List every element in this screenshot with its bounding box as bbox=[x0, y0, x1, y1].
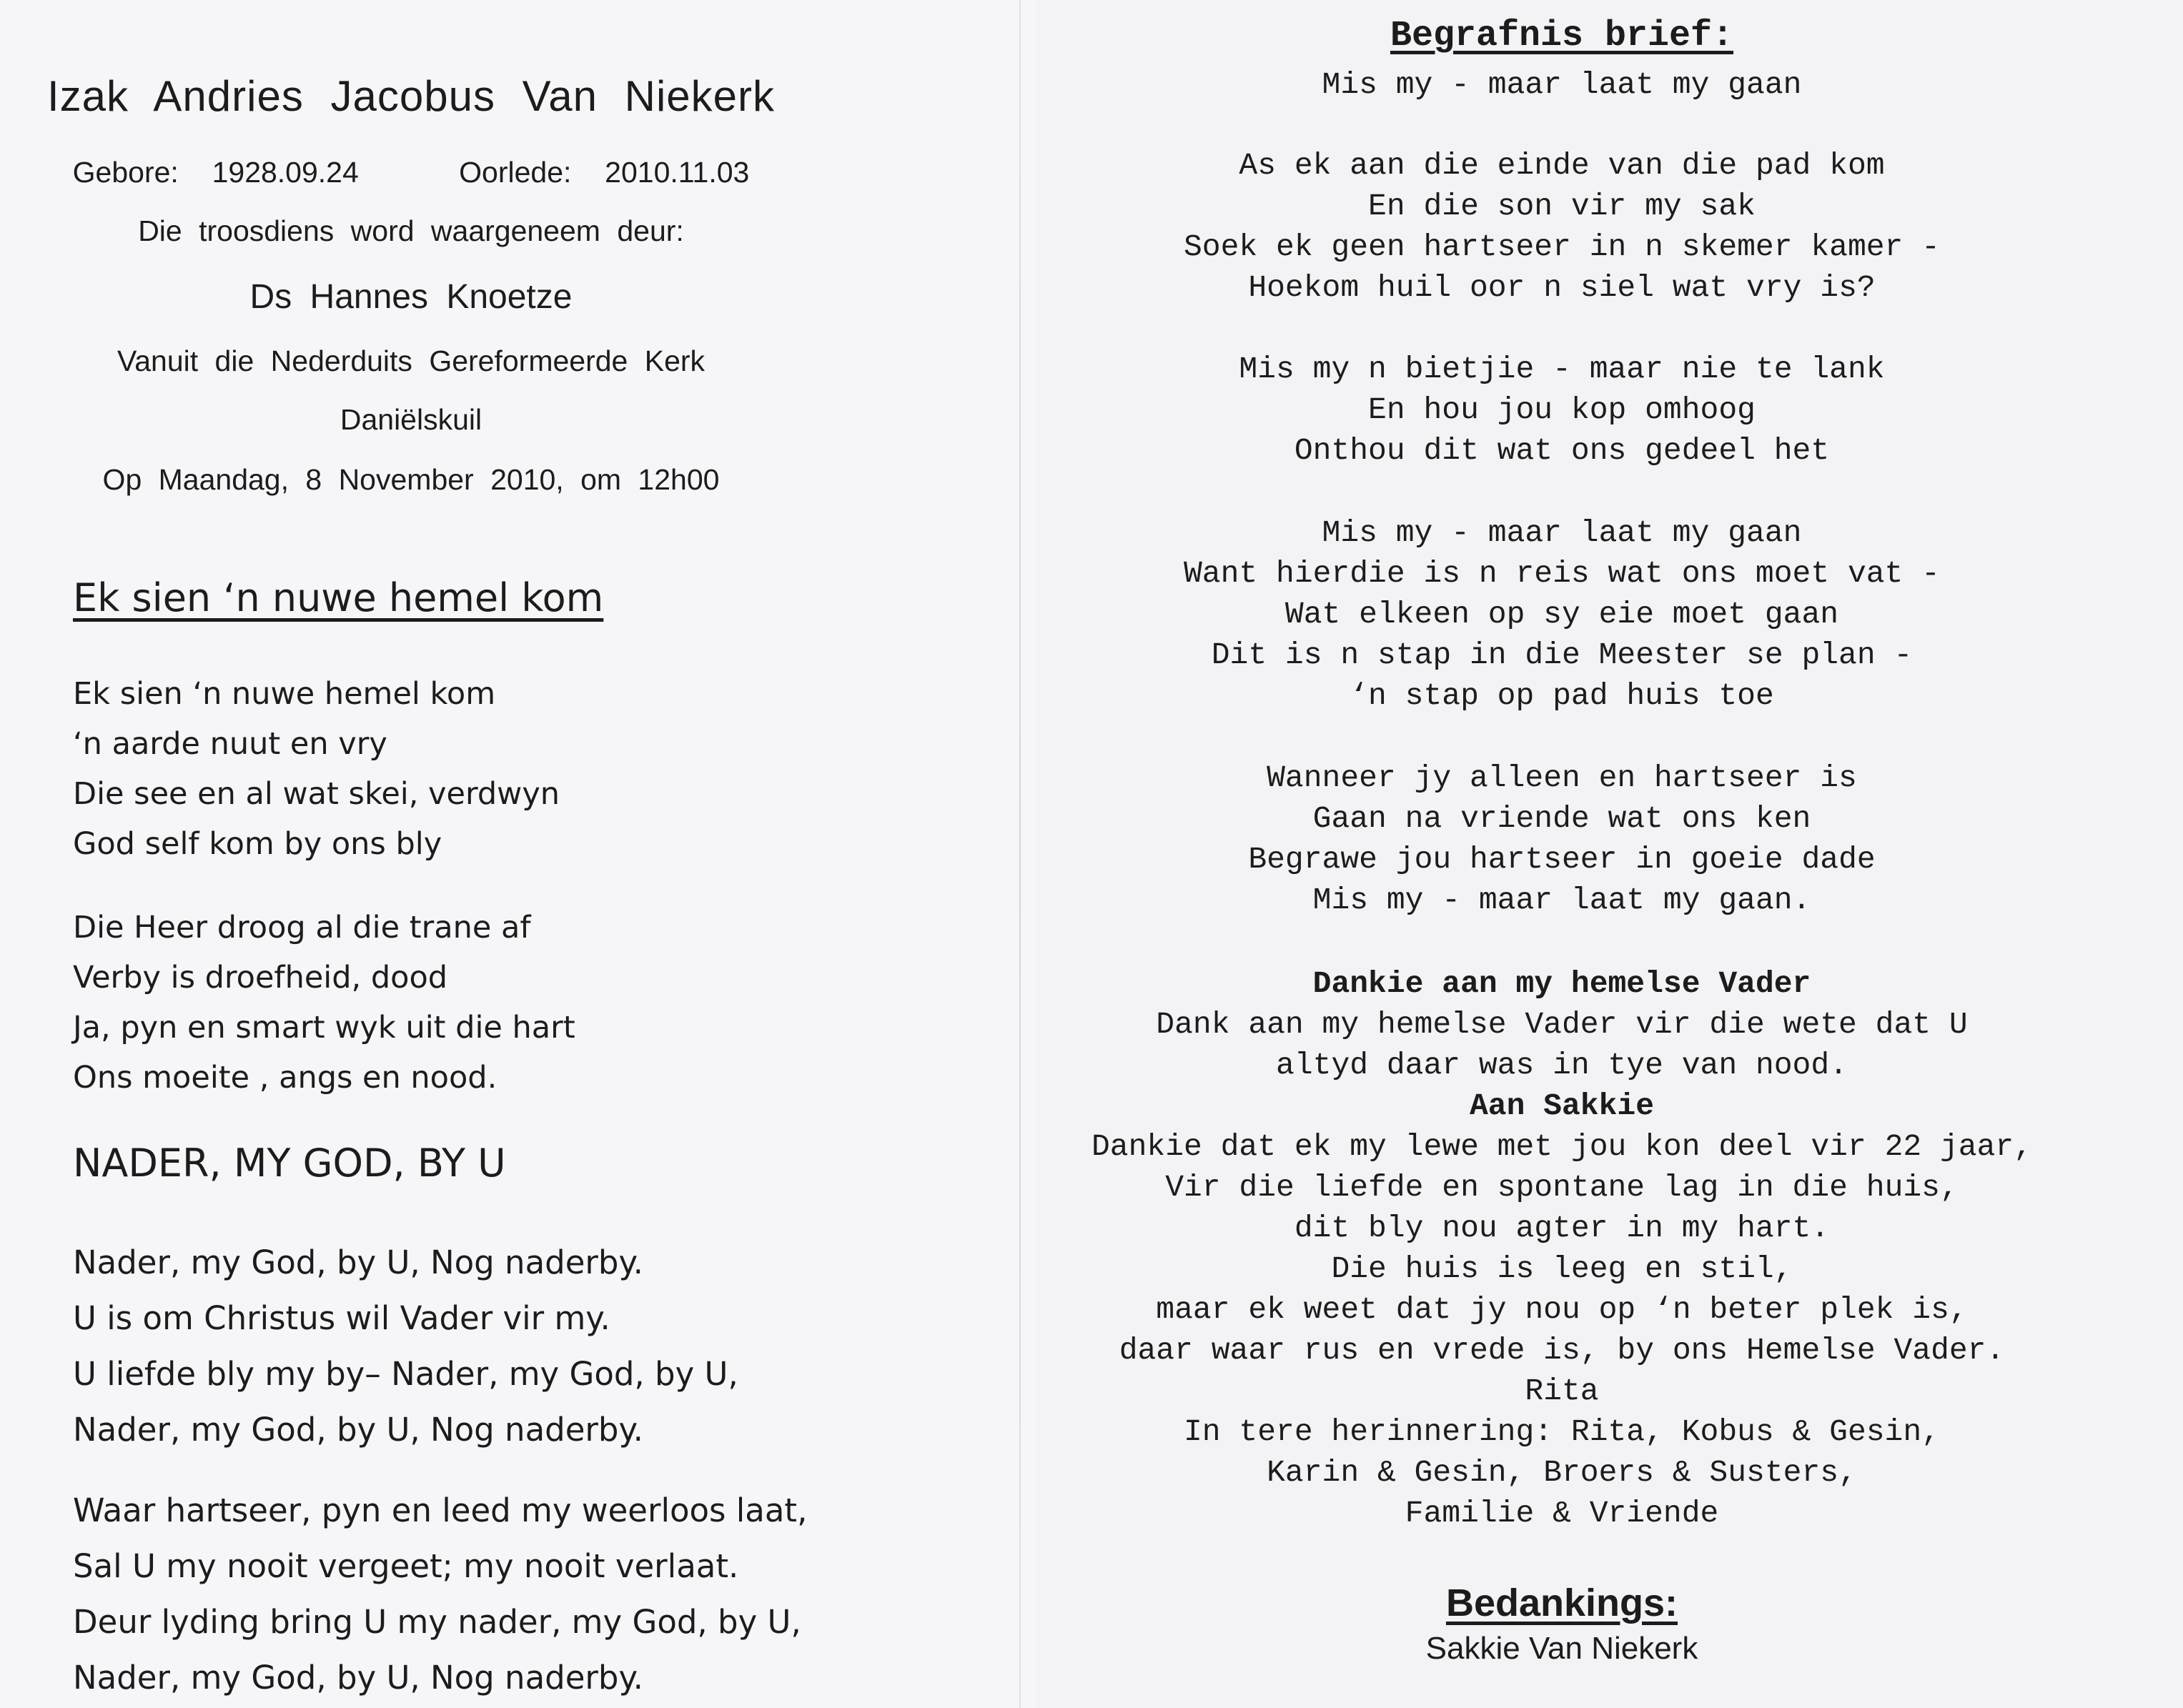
deceased-name: Izak Andries Jacobus Van Niekerk bbox=[46, 72, 775, 120]
verse-line: Soek ek geen hartseer in n skemer kamer - bbox=[1184, 229, 1940, 264]
verse-line: ‘n stap op pad huis toe bbox=[1350, 678, 1774, 713]
service-intro: Die troosdiens word waargeneem deur: bbox=[138, 214, 684, 247]
thanks-line: Dankie dat ek my lewe met jou kon deel vir 22 jaar, bbox=[1091, 1129, 2032, 1164]
memory-line: Familie & Vriende bbox=[1405, 1496, 1719, 1531]
verse-line: En die son vir my sak bbox=[1368, 189, 1756, 224]
hymn2-stanza-2 bbox=[73, 1483, 807, 1706]
hymn2-title: NADER, MY GOD, BY U bbox=[73, 1141, 506, 1186]
hymn1-title: Ek sien ‘n nuwe hemel kom bbox=[73, 575, 604, 620]
verse-line: En hou jou kop omhoog bbox=[1368, 392, 1756, 427]
verse-line: Onthou dit wat ons gedeel het bbox=[1294, 433, 1830, 468]
verse-line: Hoekom huil oor n siel wat vry is? bbox=[1248, 270, 1876, 305]
town-name: Daniëlskuil bbox=[340, 403, 482, 436]
right-page bbox=[1036, 0, 2183, 1708]
verse-line: Verby is droefheid, dood bbox=[73, 960, 448, 995]
verse-line: Want hierdie is n reis wat ons moet vat - bbox=[1184, 556, 1940, 591]
thanks-line: Die huis is leeg en stil, bbox=[1331, 1251, 1793, 1286]
church-name: Vanuit die Nederduits Gereformeerde Kerk bbox=[117, 344, 706, 377]
verse-line: Dit is n stap in die Meester se plan - bbox=[1211, 637, 1913, 672]
thanks-line: daar waar rus en vrede is, by ons Hemelse Vader. bbox=[1119, 1333, 2005, 1368]
verse-line: Die Heer droog al die trane af bbox=[73, 910, 531, 945]
thanks-line: altyd daar was in tye van nood. bbox=[1276, 1048, 1848, 1083]
verse-line: Ons moeite , angs en nood. bbox=[73, 1060, 498, 1096]
verse-line: Deur lyding bring U my nader, my God, by U, bbox=[73, 1603, 801, 1641]
signature: Rita bbox=[1525, 1374, 1599, 1409]
letter-stanza-1 bbox=[1036, 64, 2087, 105]
hymn2-stanza-1 bbox=[73, 1235, 738, 1458]
thanks-section bbox=[1036, 963, 2087, 1534]
minister-name: Ds Hannes Knoetze bbox=[249, 278, 573, 316]
verse-line: Mis my - maar laat my gaan bbox=[1322, 67, 1802, 102]
left-page bbox=[0, 0, 1036, 1708]
memory-line: Karin & Gesin, Broers & Susters, bbox=[1267, 1455, 1857, 1490]
acknowledgements-name: Sakkie Van Niekerk bbox=[1425, 1631, 1698, 1666]
thanks-heading-father: Dankie aan my hemelse Vader bbox=[1312, 966, 1811, 1001]
page-fold-divider bbox=[1019, 0, 1021, 1708]
verse-line: Die see en al wat skei, verdwyn bbox=[73, 776, 560, 812]
thanks-line: maar ek weet dat jy nou op ‘n beter plek is, bbox=[1156, 1292, 1968, 1327]
verse-line: Mis my n bietjie - maar nie te lank bbox=[1239, 352, 1885, 387]
acknowledgements-title: Bedankings: bbox=[1445, 1582, 1678, 1624]
verse-line: U liefde bly my by– Nader, my God, by U, bbox=[73, 1355, 738, 1393]
verse-line: Ek sien ‘n nuwe hemel kom bbox=[73, 676, 496, 712]
verse-line: Sal U my nooit vergeet; my nooit verlaat. bbox=[73, 1547, 739, 1585]
memory-line: In tere herinnering: Rita, Kobus & Gesin, bbox=[1184, 1414, 1940, 1449]
verse-line: Ja, pyn en smart wyk uit die hart bbox=[73, 1010, 575, 1046]
verse-line: Wat elkeen op sy eie moet gaan bbox=[1284, 597, 1839, 632]
letter-title: Begrafnis brief: bbox=[1390, 16, 1734, 56]
letter-stanza-5 bbox=[1036, 758, 2087, 920]
letter-stanza-3 bbox=[1036, 349, 2087, 471]
hymn1-stanza-1 bbox=[73, 669, 560, 869]
thanks-heading-sakkie: Aan Sakkie bbox=[1469, 1088, 1655, 1123]
verse-line: Mis my - maar laat my gaan. bbox=[1312, 883, 1811, 918]
verse-line: Begrawe jou hartseer in goeie dade bbox=[1248, 842, 1876, 877]
verse-line: Waar hartseer, pyn en leed my weerloos laat, bbox=[73, 1491, 808, 1529]
hymn1-stanza-2 bbox=[73, 903, 575, 1103]
letter-stanza-2 bbox=[1036, 145, 2087, 308]
verse-line: Nader, my God, by U, Nog naderby. bbox=[73, 1411, 643, 1449]
verse-line: Gaan na vriende wat ons ken bbox=[1312, 801, 1811, 836]
verse-line: Nader, my God, by U, Nog naderby. bbox=[73, 1659, 643, 1697]
verse-line: ‘n aarde nuut en vry bbox=[73, 726, 387, 762]
service-datetime: Op Maandag, 8 November 2010, om 12h00 bbox=[102, 463, 720, 496]
verse-line: God self kom by ons bly bbox=[73, 826, 442, 862]
verse-line: U is om Christus wil Vader vir my. bbox=[73, 1299, 610, 1337]
verse-line: As ek aan die einde van die pad kom bbox=[1239, 148, 1885, 183]
verse-line: Mis my - maar laat my gaan bbox=[1322, 515, 1802, 550]
birth-death-dates: Gebore: 1928.09.24 Oorlede: 2010.11.03 bbox=[72, 156, 750, 189]
thanks-line: dit bly nou agter in my hart. bbox=[1294, 1211, 1830, 1246]
verse-line: Nader, my God, by U, Nog naderby. bbox=[73, 1243, 643, 1281]
thanks-line: Dank aan my hemelse Vader vir die wete dat U bbox=[1156, 1007, 1968, 1042]
verse-line: Wanneer jy alleen en hartseer is bbox=[1267, 760, 1857, 795]
thanks-line: Vir die liefde en spontane lag in die huis, bbox=[1165, 1170, 1959, 1205]
letter-stanza-4 bbox=[1036, 512, 2087, 716]
